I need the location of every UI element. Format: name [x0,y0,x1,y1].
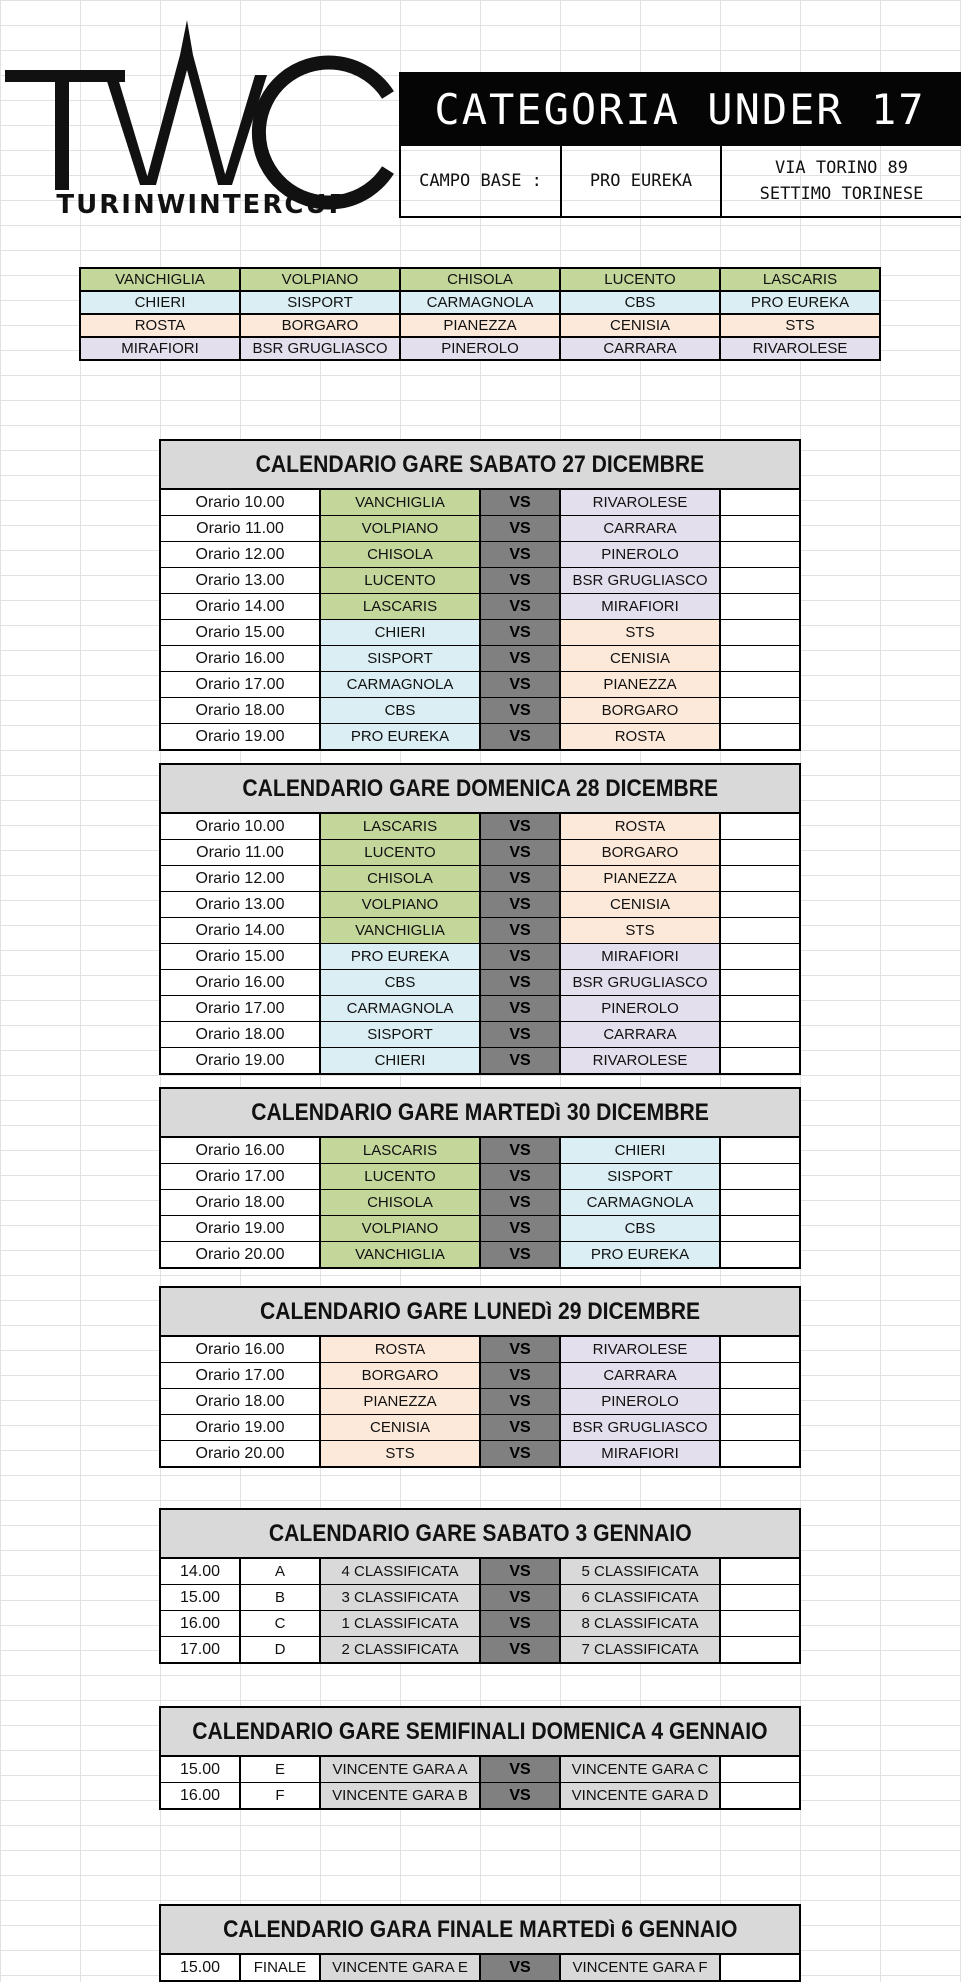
home-team: VOLPIANO [321,516,481,541]
group-team-cell: LUCENTO [560,268,720,291]
schedule-block [159,439,801,751]
schedule-block [159,1706,801,1810]
home-team: LUCENTO [321,1164,481,1189]
vs-label: VS [481,724,561,749]
vs-label: VS [481,620,561,645]
match-row [161,671,799,697]
home-team: LUCENTO [321,840,481,865]
home-team: CARMAGNOLA [321,996,481,1021]
vs-label: VS [481,1164,561,1189]
home-team: VOLPIANO [321,892,481,917]
match-row [161,1388,799,1414]
result-cell [721,840,799,865]
vs-label: VS [481,1955,561,1980]
match-row [161,490,799,515]
match-time: 14.00 [161,1559,241,1584]
vs-label: VS [481,996,561,1021]
group-row [80,291,880,314]
match-time: 16.00 [161,1783,241,1808]
match-row [161,1610,799,1636]
schedule-block [159,1087,801,1269]
match-time: 17.00 [161,1637,241,1662]
result-cell [721,1048,799,1073]
match-row [161,891,799,917]
match-code: FINALE [241,1955,321,1980]
logo-caption: TURINWINTERCUP [56,190,350,220]
home-team: VINCENTE GARA B [321,1783,481,1808]
match-time: Orario 13.00 [161,568,321,593]
group-row [80,337,880,360]
away-team: CARRARA [561,1363,721,1388]
match-row [161,969,799,995]
home-team: STS [321,1441,481,1466]
match-row [161,619,799,645]
result-cell [721,996,799,1021]
result-cell [721,1441,799,1466]
group-team-cell: ROSTA [80,314,240,337]
home-team: 2 CLASSIFICATA [321,1637,481,1662]
match-time: Orario 20.00 [161,1242,321,1267]
vs-label: VS [481,970,561,995]
schedule-title [161,765,799,814]
group-team-cell: LASCARIS [720,268,880,291]
result-cell [721,1611,799,1636]
schedule-block [159,1286,801,1468]
match-row [161,541,799,567]
home-team: LUCENTO [321,568,481,593]
match-row [161,1955,799,1980]
away-team: VINCENTE GARA C [561,1757,721,1782]
home-team: SISPORT [321,646,481,671]
vs-label: VS [481,1415,561,1440]
result-cell [721,1022,799,1047]
match-time: Orario 12.00 [161,866,321,891]
address-line-2: SETTIMO TORINESE [759,184,924,204]
result-cell [721,1955,799,1980]
away-team: CARRARA [561,1022,721,1047]
match-row [161,593,799,619]
result-cell [721,1415,799,1440]
away-team: CBS [561,1216,721,1241]
match-time: Orario 11.00 [161,516,321,541]
home-team: VANCHIGLIA [321,490,481,515]
campo-base-label: CAMPO BASE : [399,146,560,216]
match-row [161,814,799,839]
match-time: Orario 20.00 [161,1441,321,1466]
away-team: BSR GRUGLIASCO [561,1415,721,1440]
group-team-cell: CBS [560,291,720,314]
schedule-block [159,763,801,1075]
vs-label: VS [481,1138,561,1163]
match-time: Orario 17.00 [161,672,321,697]
match-row [161,645,799,671]
result-cell [721,892,799,917]
match-row [161,1636,799,1662]
away-team: CENISIA [561,892,721,917]
result-cell [721,620,799,645]
vs-label: VS [481,1559,561,1584]
away-team: 6 CLASSIFICATA [561,1585,721,1610]
schedule-block [159,1508,801,1664]
match-row [161,1559,799,1584]
group-team-cell: MIRAFIORI [80,337,240,360]
match-time: Orario 15.00 [161,944,321,969]
match-code: C [241,1611,321,1636]
match-time: Orario 19.00 [161,1048,321,1073]
away-team: SISPORT [561,1164,721,1189]
home-team: CHIERI [321,1048,481,1073]
match-time: Orario 14.00 [161,918,321,943]
venue-address [720,146,961,216]
home-team: ROSTA [321,1337,481,1362]
home-team: PRO EUREKA [321,944,481,969]
match-row [161,515,799,541]
groups-table [79,267,881,361]
match-time: 15.00 [161,1585,241,1610]
match-time: 15.00 [161,1757,241,1782]
schedule-title-text: CALENDARIO GARA FINALE MARTEDì 6 GENNAIO [222,1915,738,1943]
match-row [161,943,799,969]
match-row [161,1138,799,1163]
result-cell [721,1190,799,1215]
result-cell [721,490,799,515]
match-row [161,1757,799,1782]
match-time: Orario 16.00 [161,1337,321,1362]
result-cell [721,1389,799,1414]
match-time: Orario 17.00 [161,1363,321,1388]
match-row [161,697,799,723]
away-team: BORGARO [561,698,721,723]
vs-label: VS [481,594,561,619]
match-time: Orario 16.00 [161,970,321,995]
result-cell [721,568,799,593]
home-team: BORGARO [321,1363,481,1388]
group-team-cell: SISPORT [240,291,400,314]
vs-label: VS [481,1585,561,1610]
result-cell [721,698,799,723]
vs-label: VS [481,1216,561,1241]
result-cell [721,1138,799,1163]
result-cell [721,814,799,839]
home-team: CHIERI [321,620,481,645]
result-cell [721,1783,799,1808]
group-team-cell: BSR GRUGLIASCO [240,337,400,360]
vs-label: VS [481,698,561,723]
match-row [161,1163,799,1189]
match-row [161,1021,799,1047]
match-time: Orario 19.00 [161,1415,321,1440]
schedule-title [161,441,799,490]
schedule-title-text: CALENDARIO GARE MARTEDì 30 DICEMBRE [251,1098,709,1126]
result-cell [721,1164,799,1189]
vs-label: VS [481,1389,561,1414]
match-time: Orario 18.00 [161,1022,321,1047]
home-team: 3 CLASSIFICATA [321,1585,481,1610]
group-team-cell: STS [720,314,880,337]
group-team-cell: CHIERI [80,291,240,314]
schedule-title [161,1089,799,1138]
match-time: Orario 10.00 [161,490,321,515]
match-row [161,1362,799,1388]
vs-label: VS [481,866,561,891]
match-time: Orario 13.00 [161,892,321,917]
schedule-title [161,1510,799,1559]
schedule-title-text: CALENDARIO GARE SEMIFINALI DOMENICA 4 GENNAIO [192,1717,768,1745]
vs-label: VS [481,490,561,515]
match-time: Orario 12.00 [161,542,321,567]
address-line-1: VIA TORINO 89 [774,158,909,178]
group-team-cell: VOLPIANO [240,268,400,291]
vs-label: VS [481,1242,561,1267]
group-team-cell: CHISOLA [400,268,560,291]
away-team: PIANEZZA [561,866,721,891]
result-cell [721,542,799,567]
vs-label: VS [481,1190,561,1215]
home-team: VANCHIGLIA [321,1242,481,1267]
home-team: VOLPIANO [321,1216,481,1241]
home-team: CHISOLA [321,1190,481,1215]
vs-label: VS [481,918,561,943]
home-team: CHISOLA [321,866,481,891]
match-time: Orario 18.00 [161,1389,321,1414]
result-cell [721,646,799,671]
result-cell [721,1757,799,1782]
away-team: STS [561,620,721,645]
match-time: Orario 17.00 [161,1164,321,1189]
home-team: SISPORT [321,1022,481,1047]
match-time: Orario 11.00 [161,840,321,865]
schedule-title-text: CALENDARIO GARE SABATO 3 GENNAIO [268,1519,692,1547]
away-team: VINCENTE GARA F [561,1955,721,1980]
away-team: RIVAROLESE [561,1048,721,1073]
home-team: PIANEZZA [321,1389,481,1414]
match-time: Orario 16.00 [161,1138,321,1163]
away-team: CARRARA [561,516,721,541]
group-team-cell: PRO EUREKA [720,291,880,314]
venue-info [399,146,961,218]
category-banner: CATEGORIA UNDER 17 [399,72,961,146]
away-team: BSR GRUGLIASCO [561,568,721,593]
group-team-cell: BORGARO [240,314,400,337]
campo-base-value: PRO EUREKA [560,146,720,216]
vs-label: VS [481,646,561,671]
vs-label: VS [481,672,561,697]
home-team: PRO EUREKA [321,724,481,749]
group-team-cell: CARRARA [560,337,720,360]
schedule-title-text: CALENDARIO GARE SABATO 27 DICEMBRE [255,450,705,478]
away-team: RIVAROLESE [561,1337,721,1362]
group-team-cell: RIVAROLESE [720,337,880,360]
result-cell [721,672,799,697]
result-cell [721,724,799,749]
match-code: A [241,1559,321,1584]
vs-label: VS [481,1048,561,1073]
home-team: 1 CLASSIFICATA [321,1611,481,1636]
vs-label: VS [481,542,561,567]
group-team-cell: VANCHIGLIA [80,268,240,291]
schedule-block [159,1904,801,1982]
away-team: BSR GRUGLIASCO [561,970,721,995]
away-team: BORGARO [561,840,721,865]
away-team: MIRAFIORI [561,594,721,619]
match-row [161,917,799,943]
match-row [161,1189,799,1215]
away-team: VINCENTE GARA D [561,1783,721,1808]
group-row [80,268,880,291]
away-team: PIANEZZA [561,672,721,697]
home-team: 4 CLASSIFICATA [321,1559,481,1584]
match-row [161,839,799,865]
vs-label: VS [481,814,561,839]
vs-label: VS [481,1441,561,1466]
vs-label: VS [481,1337,561,1362]
match-row [161,1047,799,1073]
home-team: LASCARIS [321,1138,481,1163]
result-cell [721,1559,799,1584]
home-team: CENISIA [321,1415,481,1440]
match-code: D [241,1637,321,1662]
schedule-title [161,1906,799,1955]
home-team: LASCARIS [321,594,481,619]
vs-label: VS [481,1637,561,1662]
match-time: Orario 19.00 [161,724,321,749]
away-team: MIRAFIORI [561,1441,721,1466]
result-cell [721,594,799,619]
home-team: VINCENTE GARA E [321,1955,481,1980]
match-time: Orario 19.00 [161,1216,321,1241]
result-cell [721,1585,799,1610]
vs-label: VS [481,1022,561,1047]
vs-label: VS [481,1783,561,1808]
home-team: CHISOLA [321,542,481,567]
match-code: F [241,1783,321,1808]
group-team-cell: CARMAGNOLA [400,291,560,314]
schedule-title-text: CALENDARIO GARE DOMENICA 28 DICEMBRE [242,774,718,802]
vs-label: VS [481,1611,561,1636]
result-cell [721,866,799,891]
match-row [161,1584,799,1610]
result-cell [721,970,799,995]
schedule-title-text: CALENDARIO GARE LUNEDì 29 DICEMBRE [259,1297,701,1325]
away-team: RIVAROLESE [561,490,721,515]
match-row [161,723,799,749]
match-time: 16.00 [161,1611,241,1636]
vs-label: VS [481,944,561,969]
match-time: Orario 15.00 [161,620,321,645]
match-time: Orario 14.00 [161,594,321,619]
away-team: PINEROLO [561,996,721,1021]
result-cell [721,1242,799,1267]
schedule-title [161,1708,799,1757]
vs-label: VS [481,840,561,865]
away-team: 5 CLASSIFICATA [561,1559,721,1584]
result-cell [721,1637,799,1662]
match-time: Orario 17.00 [161,996,321,1021]
match-time: Orario 18.00 [161,1190,321,1215]
tournament-logo [0,10,400,225]
match-row [161,1414,799,1440]
match-row [161,865,799,891]
match-row [161,1241,799,1267]
away-team: ROSTA [561,814,721,839]
home-team: VANCHIGLIA [321,918,481,943]
away-team: PINEROLO [561,1389,721,1414]
vs-label: VS [481,516,561,541]
result-cell [721,1216,799,1241]
match-row [161,567,799,593]
away-team: CARMAGNOLA [561,1190,721,1215]
vs-label: VS [481,1757,561,1782]
away-team: 7 CLASSIFICATA [561,1637,721,1662]
match-row [161,1215,799,1241]
vs-label: VS [481,568,561,593]
match-time: 15.00 [161,1955,241,1980]
match-row [161,1782,799,1808]
home-team: VINCENTE GARA A [321,1757,481,1782]
group-team-cell: CENISIA [560,314,720,337]
result-cell [721,1363,799,1388]
match-code: B [241,1585,321,1610]
group-team-cell: PINEROLO [400,337,560,360]
away-team: CENISIA [561,646,721,671]
match-code: E [241,1757,321,1782]
home-team: LASCARIS [321,814,481,839]
away-team: 8 CLASSIFICATA [561,1611,721,1636]
schedule-title [161,1288,799,1337]
match-row [161,1440,799,1466]
match-row [161,995,799,1021]
away-team: PRO EUREKA [561,1242,721,1267]
home-team: CARMAGNOLA [321,672,481,697]
away-team: ROSTA [561,724,721,749]
match-time: Orario 18.00 [161,698,321,723]
result-cell [721,1337,799,1362]
result-cell [721,944,799,969]
away-team: STS [561,918,721,943]
away-team: MIRAFIORI [561,944,721,969]
result-cell [721,918,799,943]
vs-label: VS [481,892,561,917]
away-team: PINEROLO [561,542,721,567]
match-time: Orario 10.00 [161,814,321,839]
match-time: Orario 16.00 [161,646,321,671]
group-row [80,314,880,337]
result-cell [721,516,799,541]
away-team: CHIERI [561,1138,721,1163]
home-team: CBS [321,698,481,723]
group-team-cell: PIANEZZA [400,314,560,337]
home-team: CBS [321,970,481,995]
vs-label: VS [481,1363,561,1388]
match-row [161,1337,799,1362]
